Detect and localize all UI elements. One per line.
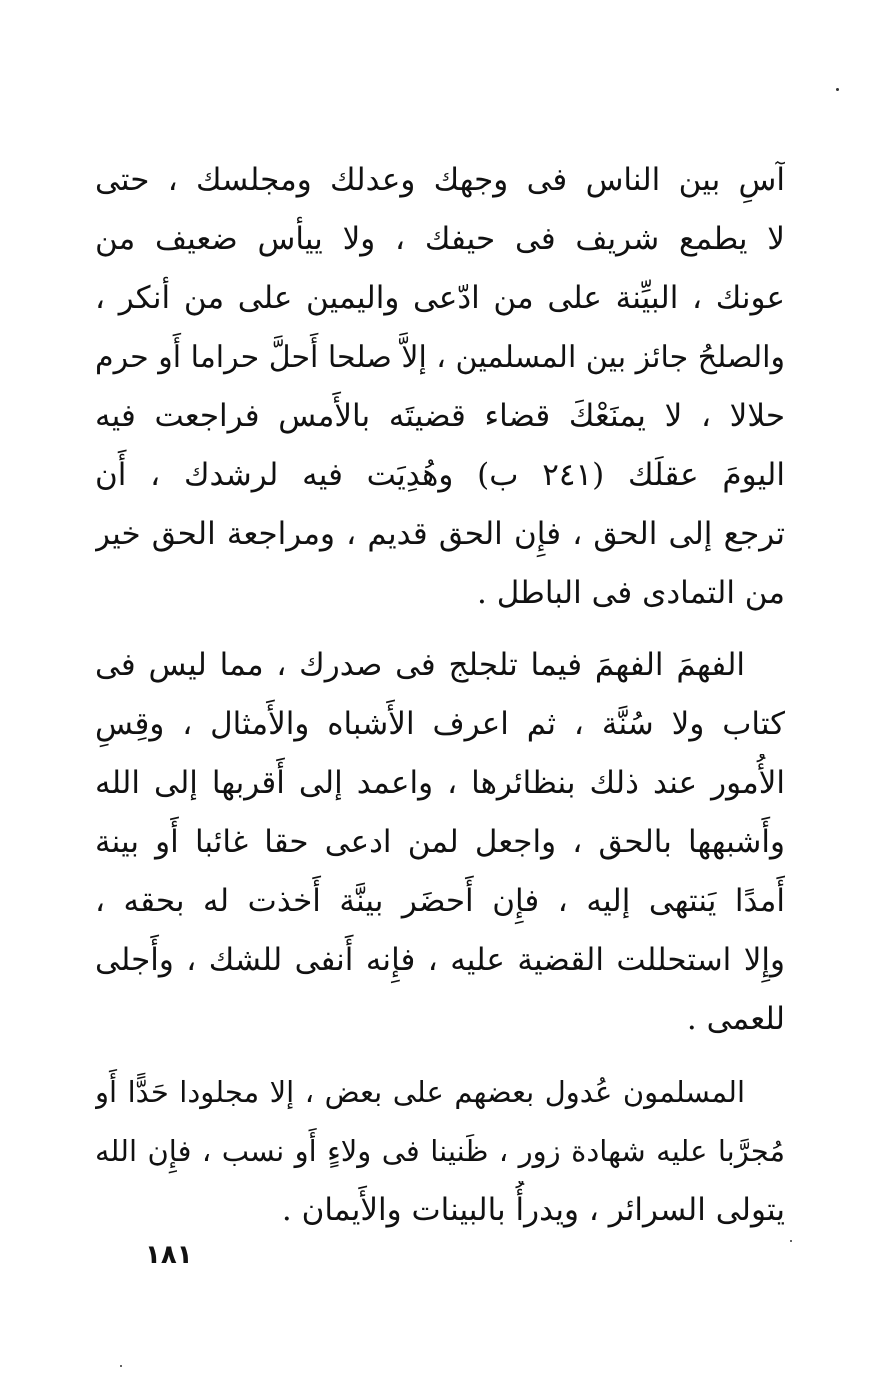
paragraph-1-line-4: والصلحُ جائز بين المسلمين ، إلاَّ صلحا أَحلَّ حراما أَو حرم <box>95 340 785 375</box>
paragraph-1-line-1: آسِ بين الناس فى وجهك وعدلك ومجلسك ، حتى <box>95 162 785 198</box>
paragraph-1-line-2: لا يطمع شريف فى حيفك ، ولا ييأس ضعيف من <box>95 221 785 257</box>
paragraph-2-line-5: أَمدًا يَنتهى إليه ، فإِن أَحضَر بينَّة أَخذت له بحقه ، <box>95 883 785 919</box>
scan-speck <box>120 1365 122 1367</box>
paragraph-1-line-7: ترجع إلى الحق ، فإِن الحق قديم ، ومراجعة الحق خير <box>95 516 785 552</box>
paragraph-2-line-2: كتاب ولا سُنَّة ، ثم اعرف الأَشباه والأَمثال ، وقِسِ <box>95 706 785 742</box>
scan-speck <box>836 88 839 91</box>
paragraph-1-line-8: من التمادى فى الباطل . <box>477 575 785 611</box>
paragraph-2-line-3: الأُمور عند ذلك بنظائرها ، واعمد إلى أَقربها إلى الله <box>95 765 785 801</box>
paragraph-2-line-1: الفهمَ الفهمَ فيما تلجلج فى صدرك ، مما ليس فى <box>95 647 745 683</box>
page-number: ١٨١ <box>145 1240 193 1270</box>
paragraph-2 <box>95 636 785 1049</box>
paragraph-3 <box>95 1063 785 1240</box>
paragraph-3-line-2: مُجرَّبا عليه شهادة زور ، ظَنينا فى ولاءٍ أَو نسب ، فإِن الله <box>95 1134 785 1168</box>
paragraph-3-line-3: يتولى السرائر ، ويدرأُ بالبينات والأَيمان . <box>281 1192 785 1228</box>
scan-speck <box>790 1240 792 1242</box>
paragraph-1-line-3: عونك ، البيِّنة على من ادّعى واليمين على من أنكر ، <box>95 280 785 316</box>
paragraph-3-line-1: المسلمون عُدول بعضهم على بعض ، إلا مجلودا حَدًّا أَو <box>95 1075 745 1109</box>
paragraph-2-line-7: للعمى . <box>686 1001 785 1037</box>
paragraph-1-line-6: اليومَ عقلَك (٢٤١ ب) وهُدِيَت فيه لرشدك ، أَن <box>95 457 785 493</box>
paragraph-2-line-4: وأَشبهها بالحق ، واجعل لمن ادعى حقا غائبا أَو بينة <box>95 824 785 860</box>
paragraph-2-line-6: وإِلا استحللت القضية عليه ، فإِنه أَنفى للشك ، وأَجلى <box>95 942 785 978</box>
paragraph-1-line-5: حلالا ، لا يمنَعْكَ قضاء قضيتَه بالأَمس فراجعت فيه <box>95 398 785 434</box>
paragraph-1 <box>95 151 785 623</box>
